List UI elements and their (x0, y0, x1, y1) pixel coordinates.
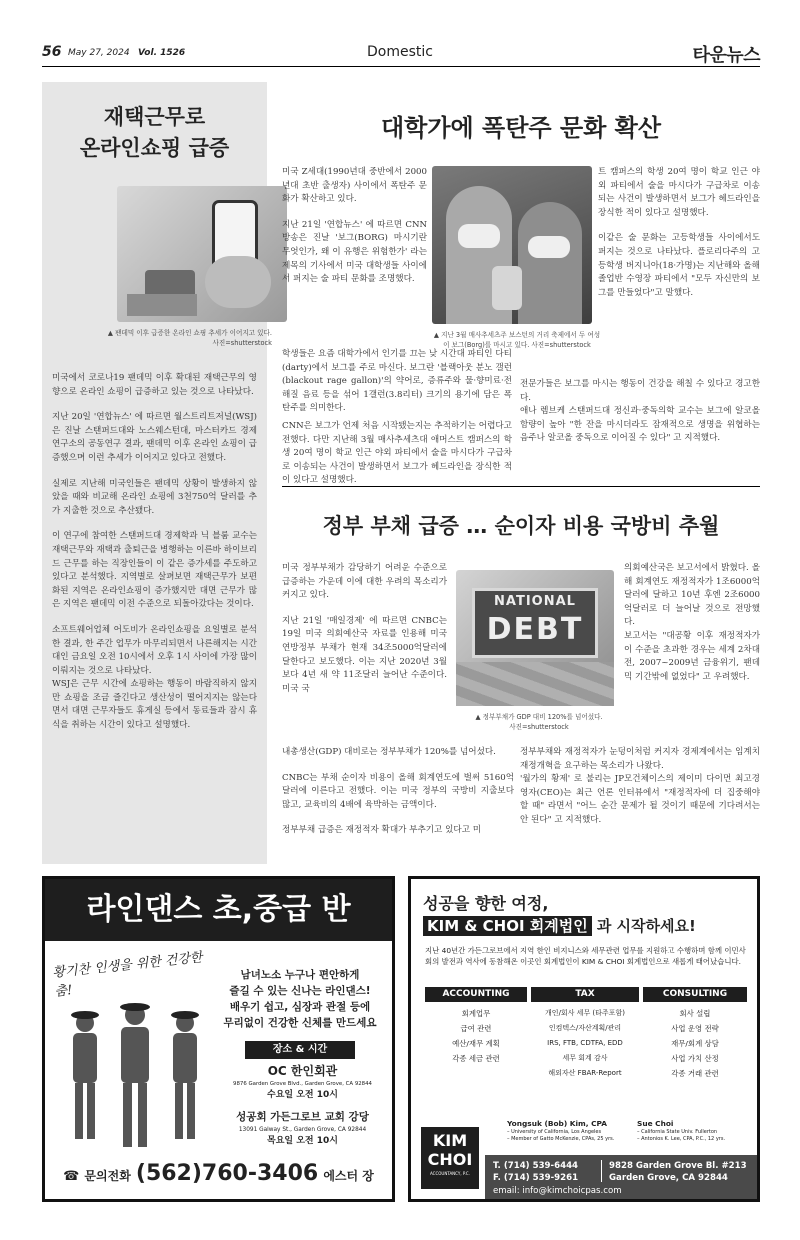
article2-col3-cont: 정부부채와 재정적자가 눈덩이처럼 커지자 경제계에서는 임계치 재정개혁을 요구하는 목소리가 나왔다. '월가의 황제' 로 불리는 JP모건체이스의 제이미 다이먼 최고경영자(CEO)는 최근 언론 인터뷰에서 "재정적자에 더 집중해야 할 때" 라면서 "어느 순간 문제가 될 것이기 때문에 기다려서는 안 된다" 고 지적했다. (520, 747, 760, 825)
article1-body-wide: 학생들은 요즘 대학가에서 인기를 끄는 낮 시간대 파티인 다티(darty)에서 보그를 주로 마신다. 보그란 '블랙아웃 분노 갤런(blackout rage gallon)'의 약어로, 증류주와 물·향미료·전해질 음료 등을 섞어 1갤런(3.8리터) 크기의 용기에 담은 폭탄주를 의미한다. CNN은 보그가 언제 처음 시작됐는지는 추적하기는 어렵다고 전했다. 다만 지난해 3월 매사추세츠대 애머스트 캠퍼스의 학생 20여 명이 학교 인근 야외 파티에서 술을 마시다가 구급차로 이송되는 사건이 발생하면서 보그가 헤드라인을 장식한 적이 있다고 설명했다. (282, 349, 512, 486)
article2-photo (456, 570, 614, 706)
kim-choi-intro: 지난 40년간 가든그로브에서 지역 한인 비지니스와 세무관련 업무를 지원하고 수행하며 함께 이민사회의 발전과 역사에 동참해온 이곳인 회계법인이 KIM & CHOI 회계법인으로 새롭게 태어났습니다. (425, 946, 746, 966)
jug-image (492, 266, 522, 310)
page-header (42, 40, 760, 66)
sidebar-paragraph: WSJ은 근무 시간에 쇼핑하는 행동이 바람직하지 않지만 쇼핑을 조금 즐긴다고 생산성이 떨어지지는 않는다면서 대면 근무자들도 휴게실 등에서 동료들과 잠시 휴식을 취하는 시간이 있다고 설명했다. (52, 679, 257, 731)
article1-col3: 트 캠퍼스의 학생 20여 명이 학교 인근 야외 파티에서 술을 마시다가 구급차로 이송되는 사건이 발생하면서 보그가 헤드라인을 장식한 적이 있다고 설명했다. 이같은 술 문화는 고등학생들 사이에서도 퍼지는 것으로 나타났다. 플로리다주의 고등학생 버지니아(18·가명)는 지난해와 올해 졸업반 수영장 파티에서 "모두 자신만의 보그를 만들었다"고 말했다. (598, 167, 760, 298)
phone-icon: ☎ (63, 1169, 80, 1184)
article1-headline: 대학가에 폭탄주 문화 확산 (380, 114, 662, 142)
sidebar-photo (117, 186, 287, 322)
article2-photo-caption: ▲ 정부부채가 GDP 대비 120%를 넘어섰다. 사진=shutterstock (475, 713, 603, 731)
service-column-tax: TAX 개인/회사 세무 (타주포함) 인컴텍스/자산계획/관리 IRS, FTB, CDTFA, EDD 세무 회계 감사 해외자산 FBAR-Report (531, 987, 639, 1081)
line-dance-description: 남녀노소 누구나 편안하게 즐길 수 있는 신나는 라인댄스! 배우기 쉽고, 심장과 관절 등에 무리없이 건강한 신체를 만드세요 (223, 969, 377, 1029)
schedule-label: 장소 & 시간 (245, 1041, 355, 1059)
mask-image (528, 236, 570, 258)
kim-choi-fax: F. (714) 539-9261 (493, 1173, 579, 1183)
kim-choi-address-2: Garden Grove, CA 92844 (609, 1173, 728, 1183)
kim-choi-logo: KIM CHOI ACCOUNTANCY, P.C. (421, 1127, 479, 1189)
service-column-consulting: CONSULTING 회사 설립 사업 운영 전략 재무/회계 상담 사업 가치 산정 각종 거래 관련 (643, 987, 747, 1081)
kim-choi-ad (408, 876, 760, 1202)
kim-choi-contact-bar (485, 1155, 757, 1199)
article2-col1: 미국 정부부채가 감당하기 어려운 수준으로 급증하는 가운데 이에 대한 우려의 목소리가 커지고 있다. 지난 21일 '매일경제' 에 따르면 CNBC는 19일 미국 의회예산국 자료를 인용해 미국 연방정부 부채가 현재 34조5000억달러에 달한다고 보도했다. 이는 지난 2020년 3월보다 4년 새 약 11조달러 늘어난 수준이다. 미국 국 (282, 563, 447, 694)
contact-person: 에스터 장 (323, 1169, 374, 1183)
line-dance-title-bar (45, 879, 392, 941)
article2-col3: 의회예산국은 보고서에서 밝혔다. 올해 회계연도 재정적자가 1조6000억달러에 달하고 10년 후엔 2조6000억달러로 더 늘어날 것으로 전망했다. 보고서는 "대공황 이후 재정적자가 이 수준을 초과한 경우는 세계 2차대전, 2007~2009년 금융위기, 팬데믹 기간밖에 없었다" 고 우려했다. (624, 563, 760, 682)
sidebar-paragraph: 미국에서 코로나19 팬데믹 이후 확대된 재택근무의 영향으로 온라인 쇼핑이 급증하고 있는 것으로 나타났다. (52, 373, 257, 397)
kim-choi-email: email: info@kimchoicpas.com (493, 1186, 622, 1196)
article1-photo-caption: ▲ 지난 3월 매사추세츠주 보스턴의 거리 축제에서 두 여성이 보그(Borg)를 마시고 있다. 사진=shutterstock (433, 331, 601, 349)
sidebar-body (52, 372, 257, 733)
article-divider (282, 486, 760, 487)
line-dance-slogan: 황기찬 인생을 위한 건강한 춤! (51, 950, 204, 1000)
person-image (518, 202, 582, 324)
line-dance-ad (42, 876, 395, 1202)
article1-col3-cont: 전문가들은 보그를 마시는 행동이 건강을 해칠 수 있다고 경고한다. 애나 렘브케 스탠퍼드대 정신과·중독의학 교수는 보그에 알코올 함량이 높아 "한 잔을 마시더라도 잠재적으로 생명을 위협하는 음주나 알코올 중독으로 이어질 수 있다" 고 지적했다. (520, 379, 760, 444)
mask-image (458, 224, 500, 248)
laptop-image (127, 294, 197, 316)
line-dance-title: 라인댄스 초,중급 반 (86, 892, 351, 927)
venue-1: OC 한인회관 9876 Garden Grove Blvd., Garden Grove, CA 92844 수요일 오전 10시 (233, 1064, 372, 1100)
person-2: Sue Choi – California State Univ. Fullerton – Antonios K. Lee, CPA, P.C., 12 yrs. (637, 1119, 726, 1142)
sidebar-paragraph: 이 연구에 참여한 스탠퍼드대 경제학과 닉 블룸 교수는 재택근무와 재택과 출퇴근을 병행하는 이른바 하이브리드 근무를 하는 직장인들이 이 같은 증가세를 주도하고 있다고 분석했다. 지역별로 살펴보면 재택근무가 보편화된 지역은 온라인쇼핑이 증가했지만 대면 근무가 많은 지역은 팬데믹 이전 수준으로 되돌아갔다는 것이다. (52, 531, 257, 610)
article2-col2-cont: 내총생산(GDP) 대비로는 정부부채가 120%를 넘어섰다. CNBC는 부채 순이자 비용이 올해 회계연도에 벌써 5160억 달러에 이른다고 전했다. 이는 미국 정부의 국방비 지출보다 많고, 교육비의 4배에 육박하는 금액이다. 정부부채 급증은 재정적자 확대가 부추기고 있다고 미 (282, 747, 514, 836)
kim-choi-tel: T. (714) 539-6444 (493, 1161, 579, 1171)
header-rule (42, 66, 760, 67)
hand-image (205, 256, 271, 308)
sidebar-paragraph: 소프트웨어업체 어도비가 온라인쇼핑을 요일별로 분석한 결과, 한 주간 업무가 마무리되면서 나른해지는 시간대인 금요일 오전 10시에서 오후 1시 사이에 가장 많이 이뤄지는 것으로 나타났다. (52, 624, 257, 676)
sidebar-paragraph: 지난 20일 '연합뉴스' 에 따르면 월스트리트저널(WSJ)은 진날 스탠퍼드대와 노스웨스턴대, 마스터카드 경제연구소의 공동연구 결과, 팬데믹 이후 온라인 쇼핑이 급증했으며 이런 추세가 이어지고 있다고 전했다. (52, 412, 257, 463)
contact-phone: (562)760-3406 (135, 1161, 319, 1186)
page-number: 56 (42, 44, 62, 60)
issue-volume: Vol. 1526 (138, 48, 186, 58)
kim-choi-address-1: 9828 Garden Grove Bl. #213 (609, 1161, 747, 1171)
sidebar-paragraph: 실제로 지난해 미국인들은 팬데믹 상황이 발생하지 않았을 때와 비교해 온라인 쇼핑에 3천750억 달러를 추가 지출한 것으로 추산됐다. (52, 478, 257, 516)
article1-photo (432, 166, 592, 324)
sidebar-title: 재택근무로 온라인쇼핑 급증 (79, 105, 230, 160)
money-image (456, 662, 614, 706)
issue-date: May 27, 2024 (68, 48, 130, 58)
contact-label: 문의전화 (84, 1169, 131, 1183)
kim-choi-headline-2: KIM & CHOI 회계법인 과 시작하세요! (423, 915, 696, 936)
person-1: Yongsuk (Bob) Kim, CPA – University of California, Los Angeles – Member of Gatto McKenzie, CPAs, 25 yrs. (507, 1119, 615, 1142)
service-column-accounting: ACCOUNTING 회계업무 급여 관련 예산/재무 계획 각종 세금 관련 (425, 987, 527, 1066)
venue-2: 성공회 가든그로브 교회 강당 13091 Galway St., Garden Grove, CA 92844 목요일 오전 10시 (236, 1111, 369, 1146)
article1-col1: 미국 Z세대(1990년대 중반에서 2000년대 초반 출생자) 사이에서 폭탄주 문화가 확산하고 있다. 지난 21일 '연합뉴스' 에 따르면 CNN 방송은 진날 '보그(BORG) 마시기란 무엇인가, 왜 이 유행은 위험한가' 라는 제목의 기사에서 미국 대학생들 사이에서 퍼지는 술 파티 문화를 조명했다. (282, 167, 427, 285)
sidebar-photo-caption: ▲ 팬데믹 이후 급증한 온라인 쇼핑 추세가 이어지고 있다. 사진=shutterstock (107, 329, 272, 347)
section-name: Domestic (367, 44, 433, 60)
publication-logo: 타운뉴스 (692, 45, 760, 66)
sidebar-panel (42, 82, 272, 864)
line-dance-contact (45, 1161, 392, 1186)
kim-choi-headline-1: 성공을 향한 여정, (423, 894, 549, 913)
national-debt-sign: NATIONAL DEBT (472, 588, 598, 658)
article2-headline: 정부 부채 급증 … 순이자 비용 국방비 추월 (322, 514, 720, 538)
dancers-image (55, 999, 215, 1153)
